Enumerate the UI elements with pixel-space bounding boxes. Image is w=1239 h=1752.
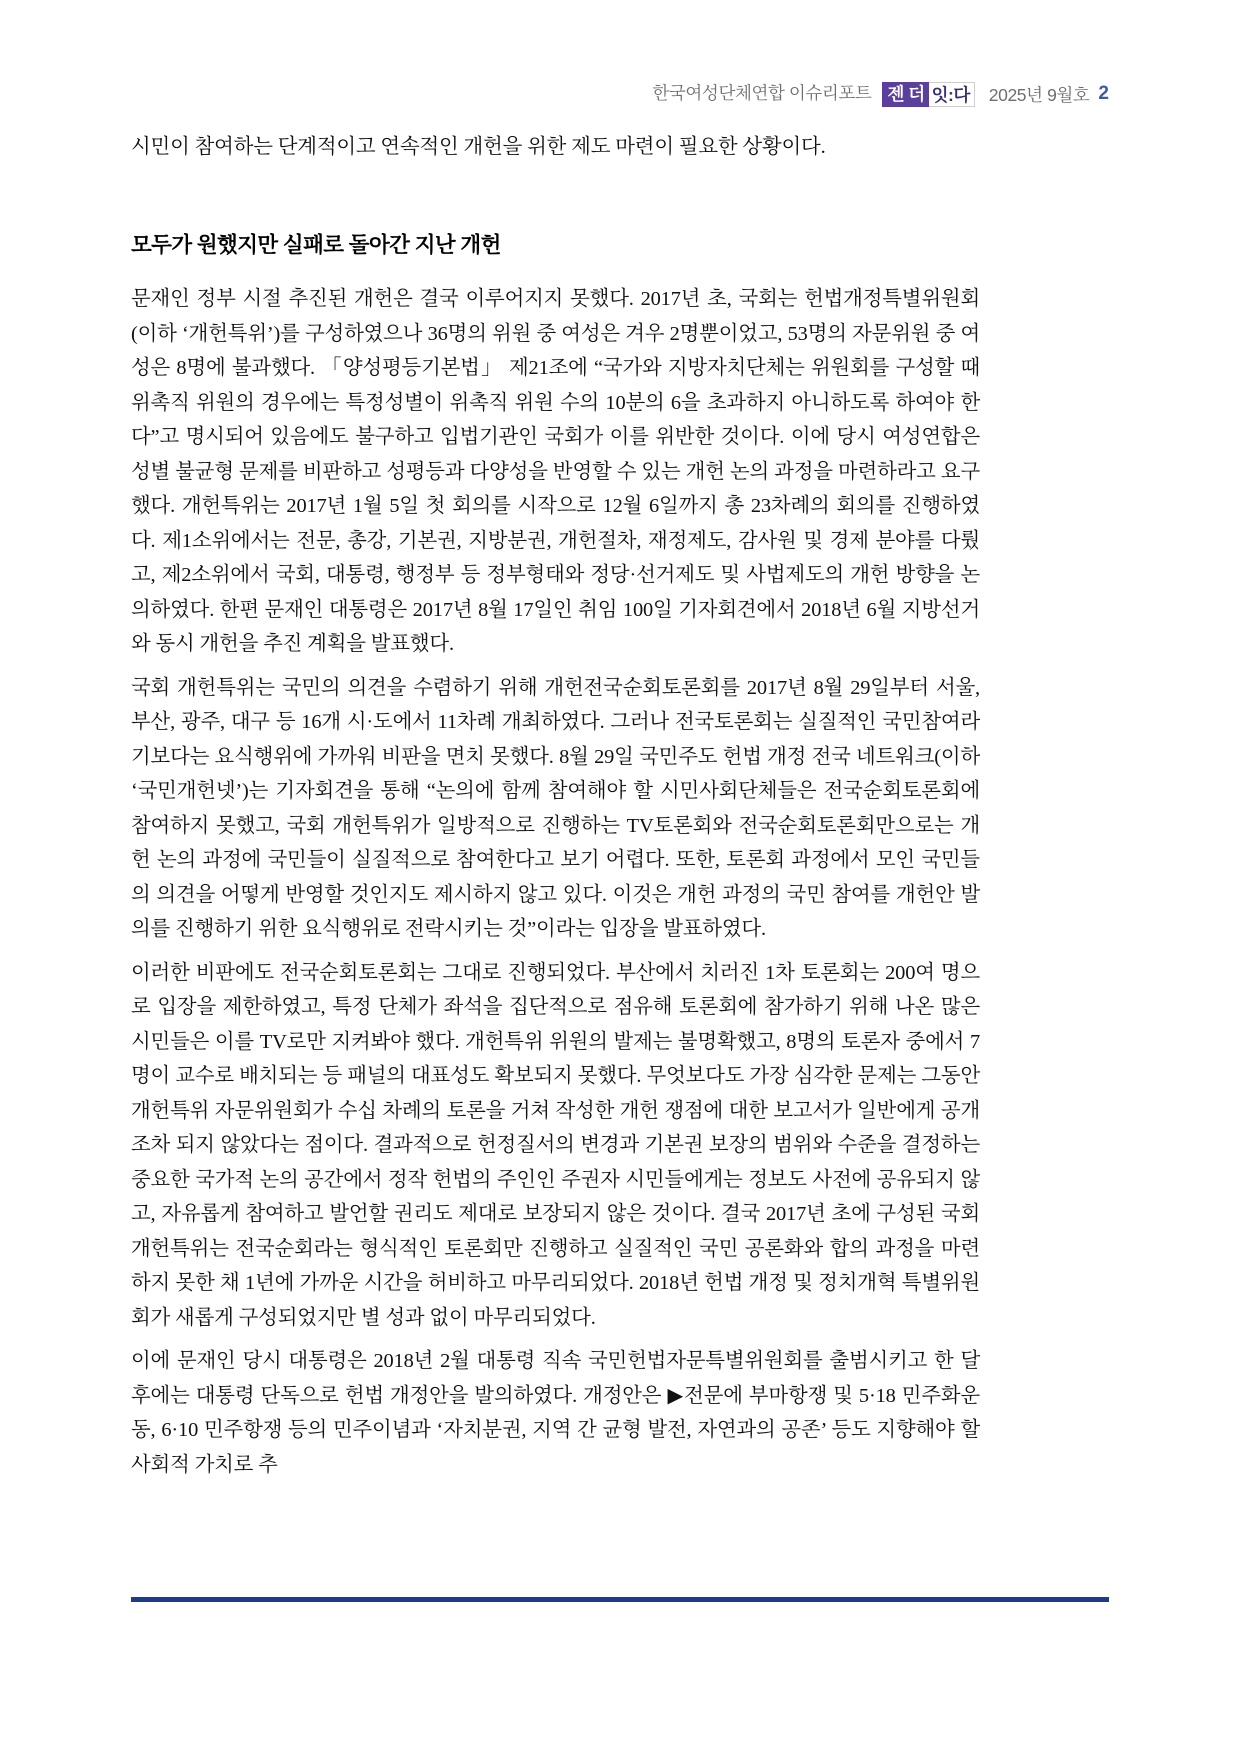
paragraph-gap-2 [131,947,980,956]
page-number: 2 [1098,83,1109,104]
spacer-before-heading [131,165,980,233]
paragraph-gap-1 [131,662,980,671]
brand-logo-left-text: 젠 더 [882,82,928,107]
body-paragraph-3: 이러한 비판에도 전국순회토론회는 그대로 진행되었다. 부산에서 치러진 1차 토론회는 200여 명으로 입장을 제한하였고, 특정 단체가 좌석을 집단적으로 점유해 토론회에 참가하기 위해 나온 많은 시민들은 이를 TV로만 지켜봐야 했다. 개헌특위 위원의 발제는 불명확했고, 8명의 토론자 중에서 7명이 교수로 배치되는 등 패널의 대표성도 확보되지 못했다. 무엇보다도 가장 심각한 문제는 그동안 개헌특위 자문위원회가 수십 차례의 토론을 거쳐 작성한 개헌 쟁점에 대한 보고서가 일반에게 공개조차 되지 않았다는 점이다. 결과적으로 헌정질서의 변경과 기본권 보장의 범위와 수준을 결정하는 중요한 국가적 논의 공간에서 정작 헌법의 주인인 주권자 시민들에게는 정보도 사전에 공유되지 않고, 자유롭게 참여하고 발언할 권리도 제대로 보장되지 않은 것이다. 결국 2017년 초에 구성된 국회 개헌특위는 전국순회라는 형식적인 토론회만 진행하고 실질적인 국민 공론화와 합의 과정을 마련하지 못한 채 1년에 가까운 시간을 허비하고 마무리되었다. 2018년 헌법 개정 및 정치개혁 특별위원회가 새롭게 구성되었지만 별 성과 없이 마무리되었다. [131,961,980,1329]
page-bottom-rule [131,1597,1109,1602]
brand-logo-right-text: 잇:다 [929,82,975,107]
body-paragraph-2: 국회 개헌특위는 국민의 의견을 수렴하기 위해 개헌전국순회토론회를 2017년 8월 29일부터 서울, 부산, 광주, 대구 등 16개 시·도에서 11차례 개최하였다. 그러나 전국토론회는 실질적인 국민참여라기보다는 요식행위에 가까워 비판을 면치 못했다. 8월 29일 국민주도 헌법 개정 전국 네트워크(이하 ‘국민개헌넷’)는 기자회견을 통해 “논의에 함께 참여해야 할 시민사회단체들은 전국순회토론회에 참여하지 못했고, 국회 개헌특위가 일방적으로 진행하는 TV토론회와 전국순회토론회만으로는 개헌 논의 과정에 국민들이 실질적으로 참여한다고 보기 어렵다. 또한, 토론회 과정에서 모인 국민들의 의견을 어떻게 반영할 것인지도 제시하지 않고 있다. 이것은 개헌 과정의 국민 참여를 개헌안 발의를 진행하기 위한 요식행위로 전락시키는 것”이라는 입장을 발표하였다. [131,676,980,941]
body-paragraph-1: 문재인 정부 시절 추진된 개헌은 결국 이루어지지 못했다. 2017년 초, 국회는 헌법개정특별위원회(이하 ‘개헌특위’)를 구성하였으나 36명의 위원 중 여성은 겨우 2명뿐이었고, 53명의 자문위원 중 여성은 8명에 불과했다. 「양성평등기본법」 제21조에 “국가와 지방자치단체는 위원회를 구성할 때 위촉직 위원의 경우에는 특정성별이 위촉직 위원 수의 10분의 6을 초과하지 아니하도록 하여야 한다”고 명시되어 있음에도 불구하고 입법기관인 국회가 이를 위반한 것이다. 이에 당시 여성연합은 성별 불균형 문제를 비판하고 성평등과 다양성을 반영할 수 있는 개헌 논의 과정을 마련하라고 요구했다. 개헌특위는 2017년 1월 5일 첫 회의를 시작으로 12월 6일까지 총 23차례의 회의를 진행하였다. 제1소위에서는 전문, 총강, 기본권, 지방분권, 개헌절차, 재정제도, 감사원 및 경제 분야를 다뤘고, 제2소위에서 국회, 대통령, 행정부 등 정부형태와 정당·선거제도 및 사법제도의 개헌 방향을 논의하였다. 한편 문재인 대통령은 2017년 8월 17일인 취임 100일 기자회견에서 2018년 6월 지방선거와 동시 개헌을 추진 계획을 발표했다. [131,288,980,656]
section-heading: 모두가 원했지만 실패로 돌아간 지난 개헌 [131,232,501,257]
spacer-after-heading [131,258,980,282]
body-paragraph-4: 이에 문재인 당시 대통령은 2018년 2월 대통령 직속 국민헌법자문특별위원회를 출범시키고 한 달 후에는 대통령 단독으로 헌법 개정안을 발의하였다. 개정안은 ▶전문에 부마항쟁 및 5·18 민주화운동, 6·10 민주항쟁 등의 민주이념과 ‘자치분권, 지역 간 균형 발전, 자연과의 공존’ 등도 지향해야 할 사회적 가치로 추 [131,1350,980,1476]
paragraph-gap-3 [131,1335,980,1344]
document-content [131,130,980,1482]
brand-logo-gender-itda [882,82,974,107]
header-issue-date: 2025년 9월호 [988,84,1090,105]
page-header [130,78,1109,110]
header-organization-label: 한국여성단체연합 이슈리포트 [652,83,872,104]
lead-paragraph: 시민이 참여하는 단계적이고 연속적인 개헌을 위한 제도 마련이 필요한 상황이다. [131,136,826,158]
